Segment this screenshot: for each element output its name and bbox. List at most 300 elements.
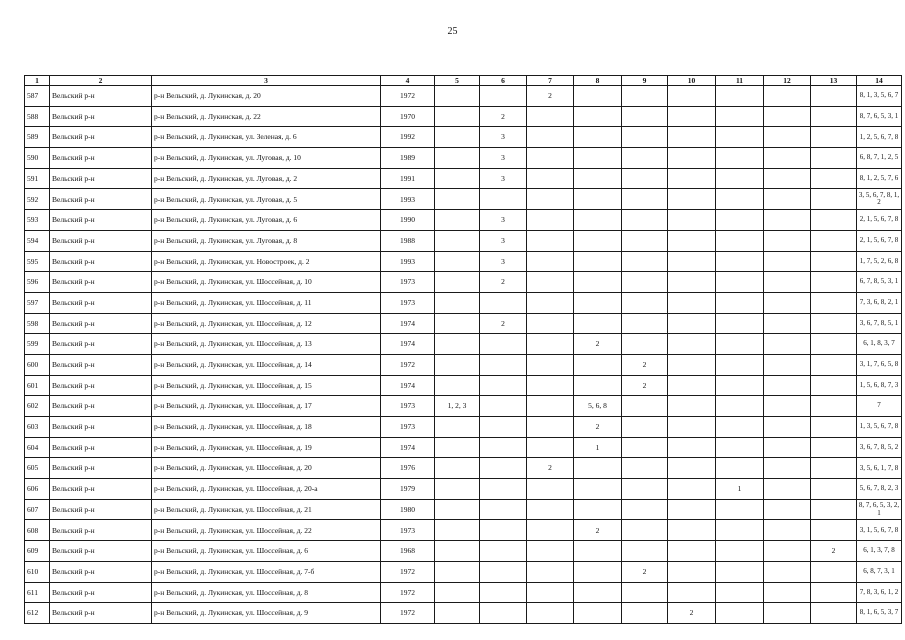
table-cell-col-13: 2	[811, 541, 857, 562]
table-cell-col-6	[480, 541, 527, 562]
table-cell-col-10	[668, 127, 716, 148]
table-cell-col-1: 605	[25, 458, 50, 479]
table-row	[25, 210, 902, 231]
table-cell-col-7	[527, 334, 574, 355]
table-row	[25, 354, 902, 375]
table-cell-col-4: 1992	[381, 127, 435, 148]
table-cell-col-4: 1974	[381, 437, 435, 458]
table-cell-col-10	[668, 561, 716, 582]
table-cell-col-11	[716, 541, 764, 562]
table-cell-col-3: р-н Вельский, д. Лукинская, ул. Шоссейная, д. 11	[152, 292, 381, 313]
table-cell-col-7	[527, 561, 574, 582]
table-cell-col-2: Вельский р-н	[50, 189, 152, 210]
table-cell-col-4: 1979	[381, 479, 435, 500]
table-cell-col-2: Вельский р-н	[50, 251, 152, 272]
table-cell-col-11	[716, 272, 764, 293]
table-cell-col-7	[527, 437, 574, 458]
table-row	[25, 375, 902, 396]
column-header-6: 6	[480, 76, 527, 86]
table-cell-col-10	[668, 251, 716, 272]
table-cell-col-7	[527, 168, 574, 189]
table-row	[25, 603, 902, 624]
table-cell-col-14: 7, 3, 6, 8, 2, 1	[857, 292, 902, 313]
table-cell-col-14: 6, 8, 7, 1, 2, 5	[857, 148, 902, 169]
table-cell-col-10	[668, 168, 716, 189]
table-cell-col-13	[811, 354, 857, 375]
table-cell-col-6	[480, 561, 527, 582]
table-cell-col-5	[435, 354, 480, 375]
table-cell-col-11	[716, 334, 764, 355]
table-cell-col-13	[811, 272, 857, 293]
table-cell-col-14: 1, 7, 5, 2, 6, 8	[857, 251, 902, 272]
table-cell-col-5	[435, 127, 480, 148]
table-cell-col-3: р-н Вельский, д. Лукинская, ул. Шоссейная, д. 21	[152, 499, 381, 520]
table-cell-col-11	[716, 313, 764, 334]
table-cell-col-3: р-н Вельский, д. Лукинская, ул. Луговая, д. 5	[152, 189, 381, 210]
table-cell-col-1: 603	[25, 417, 50, 438]
table-row	[25, 499, 902, 520]
table-cell-col-13	[811, 86, 857, 107]
table-cell-col-12	[764, 334, 811, 355]
table-cell-col-14: 2, 1, 5, 6, 7, 8	[857, 230, 902, 251]
table-cell-col-1: 590	[25, 148, 50, 169]
table-row	[25, 86, 902, 107]
table-cell-col-3: р-н Вельский, д. Лукинская, ул. Шоссейная, д. 20-а	[152, 479, 381, 500]
table-cell-col-1: 593	[25, 210, 50, 231]
table-cell-col-11: 1	[716, 479, 764, 500]
table-cell-col-12	[764, 86, 811, 107]
table-cell-col-7	[527, 106, 574, 127]
table-cell-col-11	[716, 106, 764, 127]
table-row	[25, 582, 902, 603]
table-cell-col-5	[435, 251, 480, 272]
table-cell-col-3: р-н Вельский, д. Лукинская, ул. Шоссейная, д. 15	[152, 375, 381, 396]
table-cell-col-5	[435, 541, 480, 562]
table-row	[25, 106, 902, 127]
table-cell-col-1: 591	[25, 168, 50, 189]
table-cell-col-9	[622, 582, 668, 603]
table-cell-col-6: 3	[480, 230, 527, 251]
table-cell-col-7	[527, 354, 574, 375]
table-cell-col-11	[716, 127, 764, 148]
table-cell-col-6	[480, 499, 527, 520]
table-cell-col-14: 8, 1, 3, 5, 6, 7	[857, 86, 902, 107]
table-cell-col-14: 3, 6, 7, 8, 5, 1	[857, 313, 902, 334]
table-cell-col-3: р-н Вельский, д. Лукинская, ул. Шоссейная, д. 20	[152, 458, 381, 479]
table-cell-col-1: 587	[25, 86, 50, 107]
table-cell-col-11	[716, 396, 764, 417]
table-cell-col-7	[527, 272, 574, 293]
table-cell-col-13	[811, 313, 857, 334]
table-cell-col-3: р-н Вельский, д. Лукинская, ул. Шоссейная, д. 12	[152, 313, 381, 334]
table-cell-col-14: 7	[857, 396, 902, 417]
table-cell-col-7	[527, 417, 574, 438]
table-cell-col-5	[435, 86, 480, 107]
table-cell-col-10	[668, 106, 716, 127]
table-cell-col-8	[574, 479, 622, 500]
table-cell-col-6	[480, 520, 527, 541]
table-cell-col-13	[811, 561, 857, 582]
table-cell-col-11	[716, 561, 764, 582]
column-header-14: 14	[857, 76, 902, 86]
table-cell-col-8: 5, 6, 8	[574, 396, 622, 417]
table-cell-col-8	[574, 86, 622, 107]
table-cell-col-5	[435, 561, 480, 582]
table-cell-col-1: 604	[25, 437, 50, 458]
table-cell-col-2: Вельский р-н	[50, 561, 152, 582]
table-cell-col-6: 2	[480, 106, 527, 127]
data-table	[24, 75, 902, 624]
table-cell-col-1: 596	[25, 272, 50, 293]
table-cell-col-4: 1972	[381, 561, 435, 582]
table-cell-col-2: Вельский р-н	[50, 168, 152, 189]
table-cell-col-12	[764, 499, 811, 520]
table-cell-col-1: 599	[25, 334, 50, 355]
table-cell-col-6	[480, 354, 527, 375]
table-cell-col-5	[435, 230, 480, 251]
table-cell-col-1: 607	[25, 499, 50, 520]
table-cell-col-8	[574, 561, 622, 582]
table-cell-col-13	[811, 396, 857, 417]
table-cell-col-8	[574, 582, 622, 603]
table-cell-col-3: р-н Вельский, д. Лукинская, ул. Луговая, д. 6	[152, 210, 381, 231]
table-cell-col-11	[716, 251, 764, 272]
table-cell-col-6	[480, 396, 527, 417]
table-cell-col-5	[435, 210, 480, 231]
table-cell-col-10	[668, 417, 716, 438]
table-cell-col-6	[480, 86, 527, 107]
table-cell-col-6: 3	[480, 127, 527, 148]
table-cell-col-13	[811, 127, 857, 148]
table-cell-col-5	[435, 520, 480, 541]
table-cell-col-4: 1991	[381, 168, 435, 189]
table-cell-col-9	[622, 603, 668, 624]
table-cell-col-12	[764, 541, 811, 562]
table-cell-col-11	[716, 437, 764, 458]
table-cell-col-13	[811, 499, 857, 520]
table-cell-col-10	[668, 292, 716, 313]
table-cell-col-4: 1974	[381, 334, 435, 355]
table-cell-col-10	[668, 499, 716, 520]
table-row	[25, 437, 902, 458]
table-cell-col-3: р-н Вельский, д. Лукинская, ул. Луговая, д. 10	[152, 148, 381, 169]
table-cell-col-8	[574, 210, 622, 231]
table-cell-col-9	[622, 106, 668, 127]
table-cell-col-8	[574, 148, 622, 169]
table-cell-col-11	[716, 582, 764, 603]
table-cell-col-9	[622, 313, 668, 334]
table-cell-col-7	[527, 210, 574, 231]
table-cell-col-4: 1988	[381, 230, 435, 251]
table-cell-col-3: р-н Вельский, д. Лукинская, ул. Шоссейная, д. 13	[152, 334, 381, 355]
table-cell-col-10	[668, 479, 716, 500]
table-cell-col-3: р-н Вельский, д. Лукинская, ул. Зеленая, д. 6	[152, 127, 381, 148]
table-cell-col-13	[811, 106, 857, 127]
table-cell-col-13	[811, 292, 857, 313]
table-cell-col-5	[435, 313, 480, 334]
table-cell-col-9	[622, 127, 668, 148]
table-cell-col-1: 601	[25, 375, 50, 396]
table-cell-col-11	[716, 354, 764, 375]
table-cell-col-8: 2	[574, 417, 622, 438]
table-cell-col-7: 2	[527, 86, 574, 107]
table-cell-col-10	[668, 458, 716, 479]
table-cell-col-13	[811, 458, 857, 479]
table-row	[25, 251, 902, 272]
table-cell-col-14: 1, 2, 5, 6, 7, 8	[857, 127, 902, 148]
table-cell-col-1: 588	[25, 106, 50, 127]
table-cell-col-2: Вельский р-н	[50, 334, 152, 355]
table-cell-col-6	[480, 582, 527, 603]
table-cell-col-3: р-н Вельский, д. Лукинская, ул. Шоссейная, д. 10	[152, 272, 381, 293]
table-cell-col-10	[668, 582, 716, 603]
table-cell-col-5	[435, 499, 480, 520]
table-cell-col-11	[716, 520, 764, 541]
column-header-3: 3	[152, 76, 381, 86]
table-cell-col-8	[574, 272, 622, 293]
table-cell-col-9	[622, 499, 668, 520]
table-cell-col-14: 3, 1, 7, 6, 5, 8	[857, 354, 902, 375]
column-header-10: 10	[668, 76, 716, 86]
table-cell-col-3: р-н Вельский, д. Лукинская, д. 22	[152, 106, 381, 127]
table-cell-col-3: р-н Вельский, д. Лукинская, ул. Шоссейная, д. 9	[152, 603, 381, 624]
table-cell-col-1: 600	[25, 354, 50, 375]
table-cell-col-3: р-н Вельский, д. Лукинская, ул. Шоссейная, д. 14	[152, 354, 381, 375]
table-row	[25, 292, 902, 313]
table-cell-col-13	[811, 479, 857, 500]
table-row	[25, 334, 902, 355]
table-cell-col-4: 1970	[381, 106, 435, 127]
table-cell-col-5	[435, 582, 480, 603]
table-cell-col-14: 1, 5, 6, 8, 7, 3	[857, 375, 902, 396]
table-cell-col-10	[668, 541, 716, 562]
table-cell-col-9	[622, 334, 668, 355]
table-cell-col-5	[435, 375, 480, 396]
table-cell-col-12	[764, 189, 811, 210]
table-cell-col-7	[527, 189, 574, 210]
table-cell-col-2: Вельский р-н	[50, 106, 152, 127]
table-cell-col-13	[811, 417, 857, 438]
table-cell-col-4: 1968	[381, 541, 435, 562]
table-cell-col-12	[764, 458, 811, 479]
table-cell-col-14: 6, 8, 7, 3, 1	[857, 561, 902, 582]
table-cell-col-6	[480, 334, 527, 355]
table-cell-col-1: 592	[25, 189, 50, 210]
table-cell-col-12	[764, 106, 811, 127]
table-cell-col-7	[527, 520, 574, 541]
table-cell-col-1: 608	[25, 520, 50, 541]
table-cell-col-14: 8, 7, 6, 5, 3, 1	[857, 106, 902, 127]
table-row	[25, 230, 902, 251]
table-cell-col-13	[811, 375, 857, 396]
column-header-11: 11	[716, 76, 764, 86]
table-cell-col-4: 1993	[381, 189, 435, 210]
column-header-5: 5	[435, 76, 480, 86]
table-cell-col-1: 612	[25, 603, 50, 624]
table-cell-col-10	[668, 334, 716, 355]
column-header-4: 4	[381, 76, 435, 86]
table-cell-col-8	[574, 292, 622, 313]
table-cell-col-6: 3	[480, 148, 527, 169]
table-cell-col-1: 595	[25, 251, 50, 272]
table-row	[25, 272, 902, 293]
table-cell-col-5: 1, 2, 3	[435, 396, 480, 417]
table-cell-col-11	[716, 458, 764, 479]
table-cell-col-4: 1980	[381, 499, 435, 520]
table-cell-col-7	[527, 313, 574, 334]
table-cell-col-9	[622, 148, 668, 169]
table-cell-col-10: 2	[668, 603, 716, 624]
table-cell-col-3: р-н Вельский, д. Лукинская, ул. Луговая, д. 2	[152, 168, 381, 189]
table-cell-col-2: Вельский р-н	[50, 417, 152, 438]
table-cell-col-5	[435, 272, 480, 293]
table-row	[25, 168, 902, 189]
table-cell-col-11	[716, 210, 764, 231]
table-cell-col-5	[435, 148, 480, 169]
table-cell-col-9	[622, 86, 668, 107]
table-cell-col-12	[764, 168, 811, 189]
table-cell-col-10	[668, 354, 716, 375]
column-header-13: 13	[811, 76, 857, 86]
table-cell-col-2: Вельский р-н	[50, 292, 152, 313]
table-cell-col-4: 1972	[381, 354, 435, 375]
table-cell-col-14: 3, 6, 7, 8, 5, 2	[857, 437, 902, 458]
table-cell-col-7	[527, 251, 574, 272]
table-cell-col-14: 8, 1, 2, 5, 7, 6	[857, 168, 902, 189]
table-cell-col-14: 7, 8, 3, 6, 1, 2	[857, 582, 902, 603]
table-cell-col-9	[622, 292, 668, 313]
table-cell-col-12	[764, 396, 811, 417]
table-cell-col-14: 6, 7, 8, 5, 3, 1	[857, 272, 902, 293]
table-cell-col-8	[574, 499, 622, 520]
table-cell-col-5	[435, 603, 480, 624]
column-header-12: 12	[764, 76, 811, 86]
table-cell-col-9	[622, 272, 668, 293]
table-cell-col-2: Вельский р-н	[50, 541, 152, 562]
table-cell-col-4: 1973	[381, 272, 435, 293]
table-cell-col-13	[811, 437, 857, 458]
table-cell-col-2: Вельский р-н	[50, 582, 152, 603]
table-row	[25, 127, 902, 148]
table-cell-col-9	[622, 396, 668, 417]
table-cell-col-4: 1973	[381, 520, 435, 541]
table-cell-col-12	[764, 417, 811, 438]
column-header-1: 1	[25, 76, 50, 86]
table-cell-col-9	[622, 479, 668, 500]
table-row	[25, 148, 902, 169]
table-cell-col-3: р-н Вельский, д. Лукинская, ул. Шоссейная, д. 22	[152, 520, 381, 541]
table-cell-col-8	[574, 541, 622, 562]
table-cell-col-11	[716, 292, 764, 313]
table-cell-col-9	[622, 458, 668, 479]
table-row	[25, 396, 902, 417]
table-cell-col-6	[480, 437, 527, 458]
table-cell-col-13	[811, 168, 857, 189]
table-cell-col-4: 1973	[381, 292, 435, 313]
table-cell-col-3: р-н Вельский, д. Лукинская, ул. Шоссейная, д. 6	[152, 541, 381, 562]
table-cell-col-9	[622, 168, 668, 189]
table-cell-col-12	[764, 251, 811, 272]
header-row	[25, 76, 902, 86]
table-cell-col-10	[668, 230, 716, 251]
table-cell-col-2: Вельский р-н	[50, 458, 152, 479]
table-cell-col-4: 1972	[381, 86, 435, 107]
table-cell-col-9	[622, 189, 668, 210]
table-cell-col-1: 597	[25, 292, 50, 313]
table-cell-col-14: 3, 5, 6, 7, 8, 1, 2	[857, 189, 902, 210]
table-cell-col-2: Вельский р-н	[50, 210, 152, 231]
table-cell-col-14: 8, 7, 6, 5, 3, 2, 1	[857, 499, 902, 520]
table-cell-col-13	[811, 210, 857, 231]
table-cell-col-4: 1990	[381, 210, 435, 231]
table-cell-col-9	[622, 417, 668, 438]
table-cell-col-13	[811, 148, 857, 169]
table-cell-col-10	[668, 210, 716, 231]
table-cell-col-14: 5, 6, 7, 8, 2, 3	[857, 479, 902, 500]
table-cell-col-6	[480, 458, 527, 479]
table-cell-col-7	[527, 292, 574, 313]
table-cell-col-8	[574, 354, 622, 375]
table-cell-col-5	[435, 479, 480, 500]
table-row	[25, 417, 902, 438]
table-row	[25, 541, 902, 562]
table-cell-col-7	[527, 603, 574, 624]
table-cell-col-12	[764, 479, 811, 500]
table-row	[25, 561, 902, 582]
table-cell-col-13	[811, 230, 857, 251]
table-cell-col-14: 6, 1, 8, 3, 7	[857, 334, 902, 355]
table-cell-col-7	[527, 582, 574, 603]
table-cell-col-12	[764, 127, 811, 148]
table-cell-col-11	[716, 499, 764, 520]
table-cell-col-13	[811, 189, 857, 210]
table-cell-col-11	[716, 375, 764, 396]
table-cell-col-2: Вельский р-н	[50, 375, 152, 396]
page-number: 25	[447, 26, 458, 37]
table-cell-col-9	[622, 210, 668, 231]
table-cell-col-14: 2, 1, 5, 6, 7, 8	[857, 210, 902, 231]
table-cell-col-8	[574, 375, 622, 396]
table-cell-col-1: 606	[25, 479, 50, 500]
table-cell-col-4: 1974	[381, 375, 435, 396]
table-cell-col-5	[435, 168, 480, 189]
table-cell-col-10	[668, 148, 716, 169]
table-cell-col-9: 2	[622, 375, 668, 396]
table-cell-col-7	[527, 541, 574, 562]
table-cell-col-10	[668, 272, 716, 293]
table-cell-col-9	[622, 541, 668, 562]
column-header-2: 2	[50, 76, 152, 86]
table-cell-col-11	[716, 168, 764, 189]
table-cell-col-8	[574, 106, 622, 127]
table-cell-col-6: 3	[480, 168, 527, 189]
table-row	[25, 520, 902, 541]
table-cell-col-8: 2	[574, 520, 622, 541]
table-cell-col-13	[811, 603, 857, 624]
table-cell-col-12	[764, 272, 811, 293]
table-cell-col-3: р-н Вельский, д. Лукинская, ул. Шоссейная, д. 18	[152, 417, 381, 438]
table-cell-col-2: Вельский р-н	[50, 499, 152, 520]
table-cell-col-2: Вельский р-н	[50, 520, 152, 541]
table-cell-col-6: 2	[480, 272, 527, 293]
table-cell-col-10	[668, 520, 716, 541]
table-cell-col-8	[574, 189, 622, 210]
table-cell-col-8	[574, 251, 622, 272]
table-cell-col-13	[811, 251, 857, 272]
table-cell-col-6	[480, 479, 527, 500]
table-cell-col-1: 609	[25, 541, 50, 562]
table-cell-col-2: Вельский р-н	[50, 272, 152, 293]
